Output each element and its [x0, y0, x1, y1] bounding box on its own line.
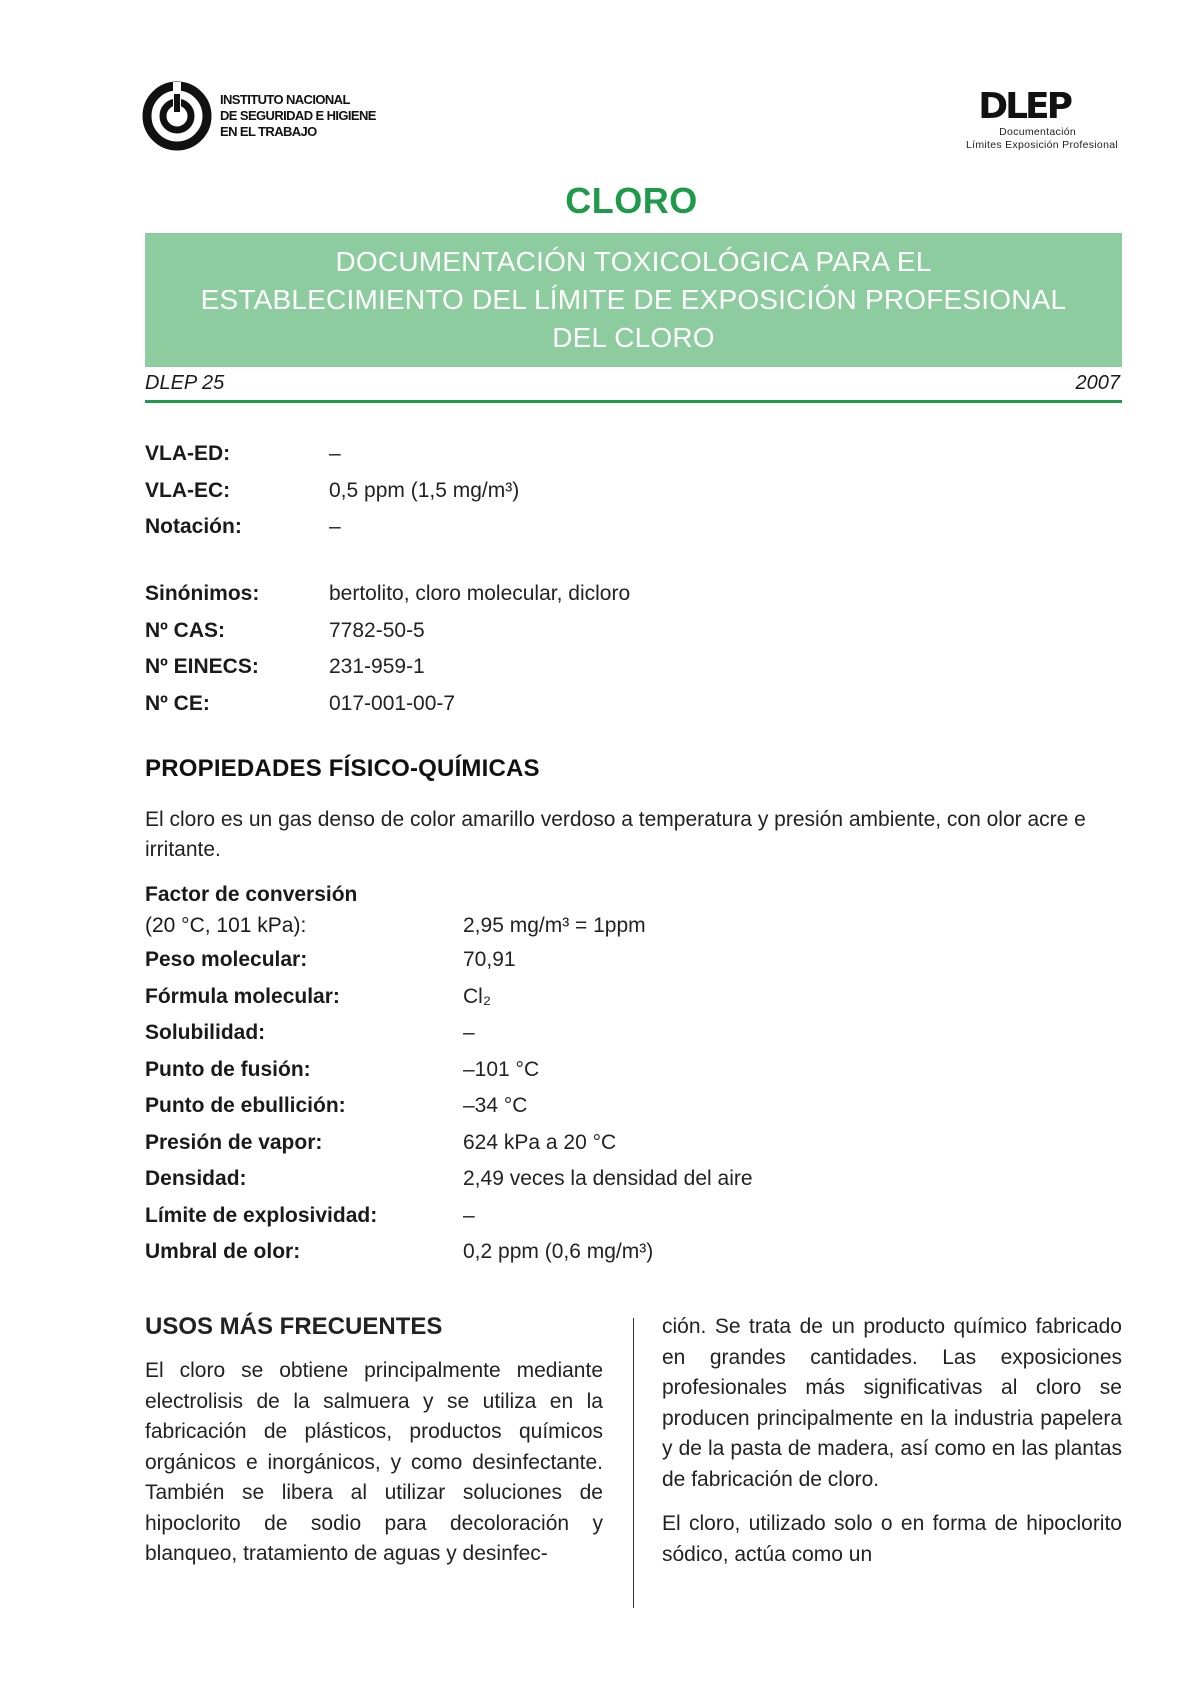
insht-line: INSTITUTO NACIONAL: [220, 92, 350, 107]
dlep-sub-line: Documentación: [999, 126, 1076, 138]
banner-line: ESTABLECIMIENTO DEL LÍMITE DE EXPOSICIÓN PROFESIONAL: [200, 284, 1067, 315]
page-title: CLORO: [565, 180, 698, 221]
identifier-row: [145, 686, 630, 723]
property-value: –: [463, 1203, 475, 1227]
property-value: 2,49 veces la densidad del aire: [463, 1167, 753, 1190]
uses-paragraph: ción. Se trata de un producto químico fabricado en grandes cantidades. Las exposiciones profesionales más significativas al cloro se producen principalmente en la industria papelera y de la pasta de madera, así como en las plantas de fabricación de cloro.: [662, 1315, 1122, 1491]
document-meta: [145, 372, 1120, 395]
limit-row: [145, 436, 519, 473]
identifier-label: Nº CAS:: [145, 618, 226, 642]
conversion-row: [145, 910, 753, 942]
identifier-value: 017-001-00-7: [329, 691, 456, 715]
property-label: Umbral de olor:: [145, 1240, 301, 1263]
property-row: [145, 1198, 753, 1235]
property-value: Cl₂: [463, 984, 491, 1008]
limit-value: –: [329, 442, 341, 465]
property-label: Densidad:: [145, 1167, 247, 1190]
property-row: [145, 1234, 753, 1271]
properties-intro: El cloro es un gas denso de color amarillo verdoso a temperatura y presión ambiente, con olor acre e irritante.: [145, 808, 1086, 861]
divider: [145, 400, 1122, 403]
properties-list: [145, 880, 753, 1271]
column-divider: [633, 1318, 634, 1608]
banner-line: DOCUMENTACIÓN TOXICOLÓGICA PARA EL: [335, 246, 932, 277]
limit-value: 0,5 ppm (1,5 mg/m³): [329, 478, 520, 502]
uses-paragraph: El cloro, utilizado solo o en forma de hipoclorito sódico, actúa como un: [662, 1512, 1122, 1566]
conversion-sublabel: (20 °C, 101 kPa):: [145, 914, 307, 937]
identifier-label: Nº CE:: [145, 691, 210, 715]
dlep-mark: DLEP: [978, 86, 1070, 127]
property-value: –101 °C: [463, 1057, 540, 1081]
identifier-value: 231-959-1: [329, 655, 425, 678]
identifier-row: [145, 613, 630, 650]
property-label: Fórmula molecular:: [145, 984, 340, 1008]
dlep-sub-line: Límites Exposición Profesional: [966, 139, 1118, 151]
insht-line: DE SEGURIDAD E HIGIENE: [220, 108, 376, 123]
property-label: Punto de fusión:: [145, 1057, 311, 1081]
property-label: Presión de vapor:: [145, 1130, 323, 1154]
property-row: [145, 1161, 753, 1198]
property-row: [145, 979, 753, 1016]
limit-label: VLA-EC:: [145, 478, 231, 502]
conversion-label: [145, 880, 753, 910]
identifiers-list: [145, 576, 630, 722]
insht-logo: [142, 80, 376, 152]
conversion-value: 2,95 mg/m³ = 1ppm: [463, 914, 646, 937]
identifier-label: Sinónimos:: [145, 582, 260, 605]
property-value: 624 kPa a 20 °C: [463, 1130, 617, 1154]
limit-row: [145, 509, 519, 546]
insht-emblem-icon: [142, 80, 212, 152]
identifier-row: [145, 576, 630, 613]
limit-value: –: [329, 515, 341, 538]
property-value: 70,91: [463, 948, 516, 971]
property-label: Peso molecular:: [145, 948, 308, 971]
document-year: 2007: [1075, 372, 1120, 394]
uses-paragraph: El cloro se obtiene principalmente mediante electrolisis de la salmuera y se utiliza en la fabricación de plásticos, productos químicos orgánicos e inorgánicos, y como desinfectante. También se libera al utilizar soluciones de hipoclorito de sodio para decoloración y blanqueo, tratamiento de aguas y desinfec-: [145, 1359, 603, 1565]
property-row: [145, 1125, 753, 1162]
limits-list: [145, 436, 519, 546]
conversion-title: Factor de conversión: [145, 883, 358, 906]
insht-name: [220, 92, 376, 140]
property-label: Solubilidad:: [145, 1021, 266, 1044]
property-value: –: [463, 1021, 475, 1044]
identifier-label: Nº EINECS:: [145, 655, 259, 678]
uses-left-column: [145, 1312, 603, 1584]
title-banner: [145, 233, 1122, 367]
insht-line: EN EL TRABAJO: [220, 124, 317, 139]
property-label: Límite de explosividad:: [145, 1203, 378, 1227]
limit-label: Notación:: [145, 515, 242, 538]
property-row: [145, 1088, 753, 1125]
properties-heading: PROPIEDADES FÍSICO-QUÍMICAS: [145, 755, 540, 782]
property-value: 0,2 ppm (0,6 mg/m³): [463, 1240, 654, 1263]
property-row: [145, 1015, 753, 1052]
identifier-value: bertolito, cloro molecular, dicloro: [329, 582, 631, 605]
dlep-subtitle: [966, 126, 1118, 152]
uses-right-column: [662, 1312, 1122, 1584]
banner-line: DEL CLORO: [552, 322, 715, 353]
property-label: Punto de ebullición:: [145, 1094, 346, 1117]
identifier-value: 7782-50-5: [329, 618, 425, 642]
property-value: –34 °C: [463, 1094, 528, 1117]
property-row: [145, 1052, 753, 1089]
dlep-logo: [966, 88, 1118, 152]
limit-label: VLA-ED:: [145, 442, 231, 465]
limit-row: [145, 473, 519, 510]
property-row: [145, 942, 753, 979]
identifier-row: [145, 649, 630, 686]
document-code: DLEP 25: [145, 372, 225, 394]
banner-text: [201, 243, 1067, 357]
uses-heading: USOS MÁS FRECUENTES: [145, 1313, 443, 1340]
